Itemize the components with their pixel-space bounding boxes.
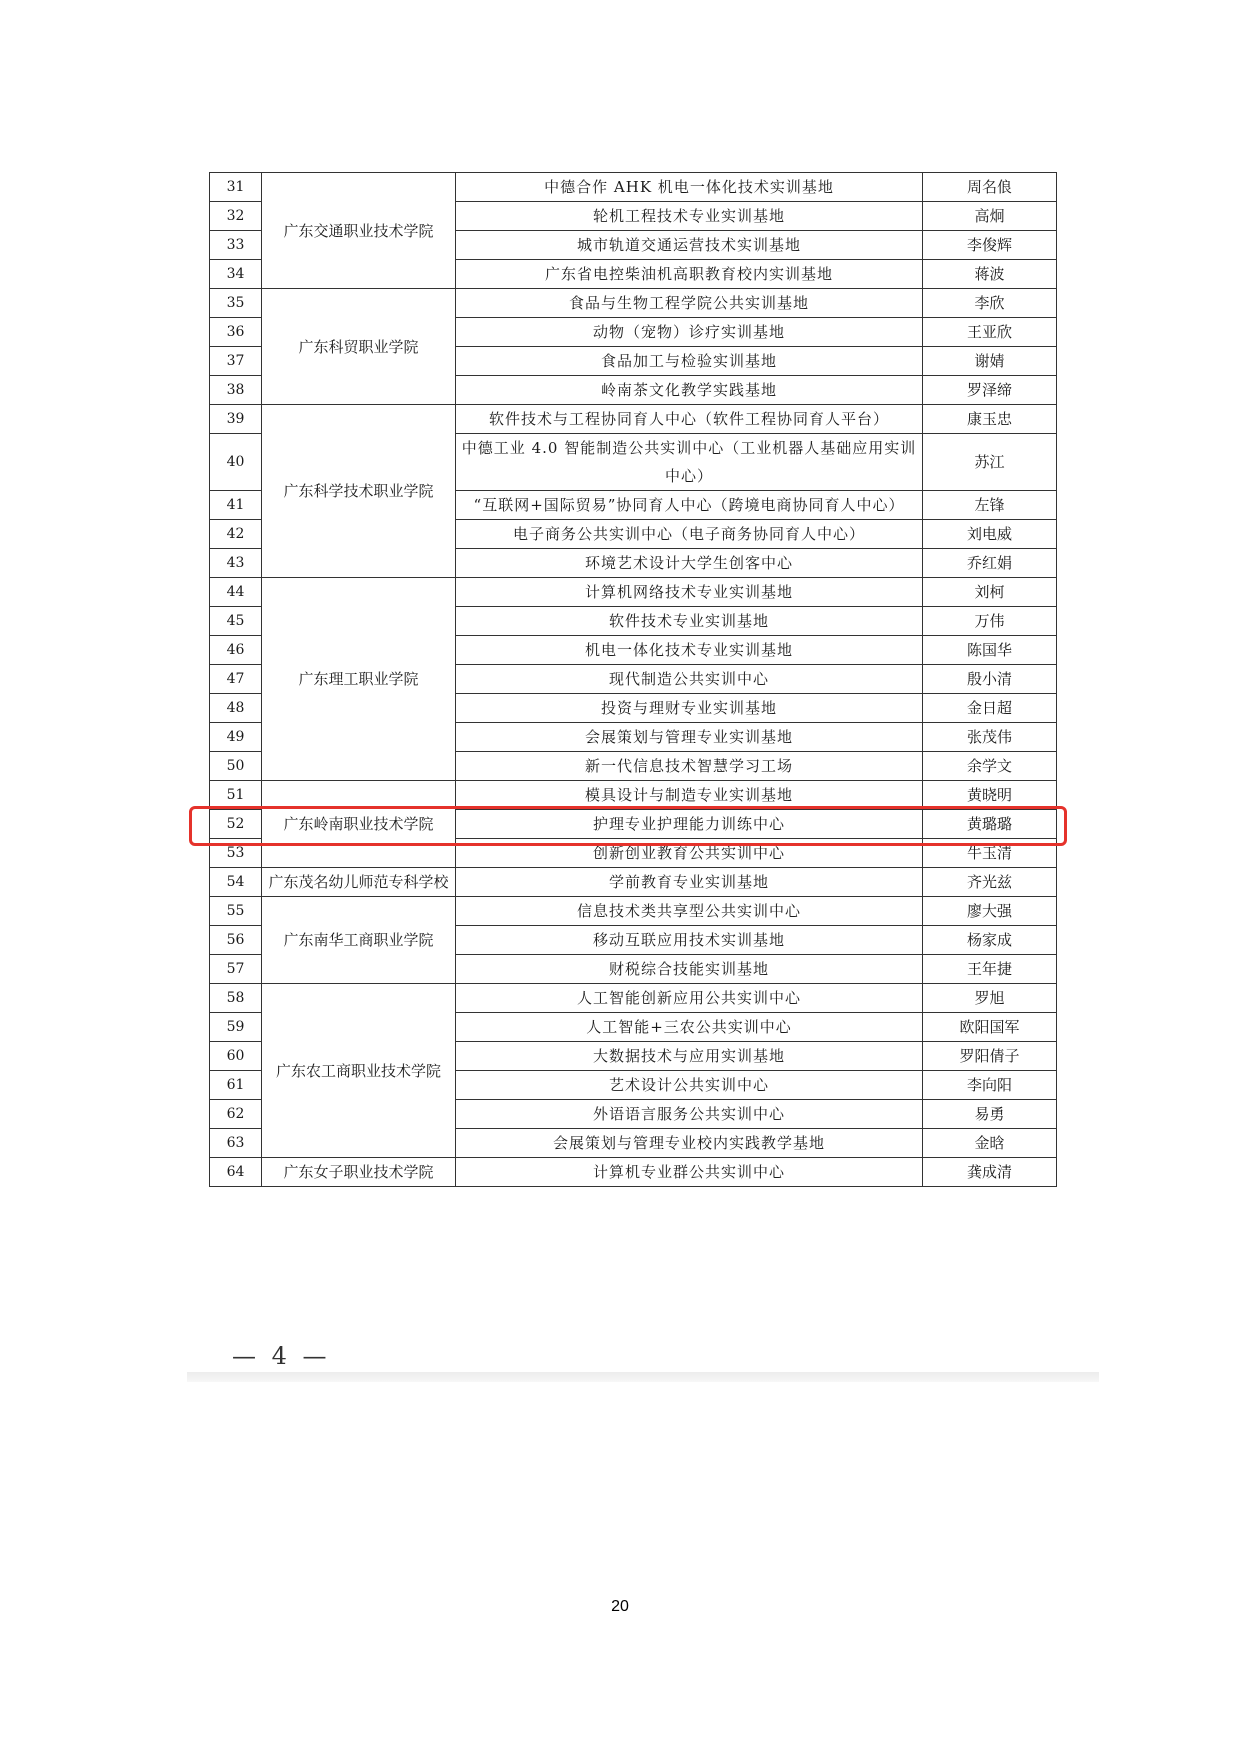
row-number: 52 bbox=[210, 810, 262, 839]
base-name: 计算机专业群公共实训中心 bbox=[456, 1158, 923, 1187]
row-number: 53 bbox=[210, 839, 262, 868]
row-number: 61 bbox=[210, 1071, 262, 1100]
row-number: 50 bbox=[210, 752, 262, 781]
base-name: 食品与生物工程学院公共实训基地 bbox=[456, 289, 923, 318]
base-name: 城市轨道交通运营技术实训基地 bbox=[456, 231, 923, 260]
person-in-charge: 万伟 bbox=[923, 607, 1057, 636]
row-number: 43 bbox=[210, 549, 262, 578]
row-number: 39 bbox=[210, 405, 262, 434]
base-name: 学前教育专业实训基地 bbox=[456, 868, 923, 897]
row-number: 64 bbox=[210, 1158, 262, 1187]
school-name: 广东科学技术职业学院 bbox=[262, 405, 456, 578]
base-name: 机电一体化技术专业实训基地 bbox=[456, 636, 923, 665]
person-in-charge: 易勇 bbox=[923, 1100, 1057, 1129]
training-base-table bbox=[209, 172, 1057, 1187]
base-name: 会展策划与管理专业校内实践教学基地 bbox=[456, 1129, 923, 1158]
person-in-charge: 金日超 bbox=[923, 694, 1057, 723]
school-name: 广东交通职业技术学院 bbox=[262, 173, 456, 289]
row-number: 44 bbox=[210, 578, 262, 607]
school-name: 广东科贸职业学院 bbox=[262, 289, 456, 405]
base-name: 动物（宠物）诊疗实训基地 bbox=[456, 318, 923, 347]
person-in-charge: 高炯 bbox=[923, 202, 1057, 231]
person-in-charge: 殷小清 bbox=[923, 665, 1057, 694]
base-name: 艺术设计公共实训中心 bbox=[456, 1071, 923, 1100]
base-name: 软件技术与工程协同育人中心（软件工程协同育人平台） bbox=[456, 405, 923, 434]
table-row bbox=[210, 1158, 1057, 1187]
school-name: 广东岭南职业技术学院 bbox=[262, 781, 456, 868]
row-number: 57 bbox=[210, 955, 262, 984]
person-in-charge: 蒋波 bbox=[923, 260, 1057, 289]
base-name: 电子商务公共实训中心（电子商务协同育人中心） bbox=[456, 520, 923, 549]
row-number: 51 bbox=[210, 781, 262, 810]
person-in-charge: 王亚欣 bbox=[923, 318, 1057, 347]
scan-edge bbox=[187, 1372, 1099, 1382]
person-in-charge: 李俊辉 bbox=[923, 231, 1057, 260]
base-name: 计算机网络技术专业实训基地 bbox=[456, 578, 923, 607]
table-row bbox=[210, 868, 1057, 897]
person-in-charge: 杨家成 bbox=[923, 926, 1057, 955]
person-in-charge: 牛玉清 bbox=[923, 839, 1057, 868]
person-in-charge: 龚成清 bbox=[923, 1158, 1057, 1187]
table-row bbox=[210, 897, 1057, 926]
row-number: 31 bbox=[210, 173, 262, 202]
row-number: 45 bbox=[210, 607, 262, 636]
school-name: 广东农工商职业技术学院 bbox=[262, 984, 456, 1158]
row-number: 35 bbox=[210, 289, 262, 318]
row-number: 42 bbox=[210, 520, 262, 549]
person-in-charge: 乔红娟 bbox=[923, 549, 1057, 578]
person-in-charge: 刘柯 bbox=[923, 578, 1057, 607]
base-name: 会展策划与管理专业实训基地 bbox=[456, 723, 923, 752]
table-row bbox=[210, 405, 1057, 434]
base-name: 轮机工程技术专业实训基地 bbox=[456, 202, 923, 231]
base-name: 信息技术类共享型公共实训中心 bbox=[456, 897, 923, 926]
person-in-charge: 王年捷 bbox=[923, 955, 1057, 984]
person-in-charge: 周名俍 bbox=[923, 173, 1057, 202]
person-in-charge: 黄璐璐 bbox=[923, 810, 1057, 839]
row-number: 46 bbox=[210, 636, 262, 665]
person-in-charge: 罗泽缔 bbox=[923, 376, 1057, 405]
base-name: 移动互联应用技术实训基地 bbox=[456, 926, 923, 955]
table-row bbox=[210, 578, 1057, 607]
base-name: 中德工业 4.0 智能制造公共实训中心（工业机器人基础应用实训中心） bbox=[456, 434, 923, 491]
person-in-charge: 康玉忠 bbox=[923, 405, 1057, 434]
person-in-charge: 陈国华 bbox=[923, 636, 1057, 665]
base-name: 投资与理财专业实训基地 bbox=[456, 694, 923, 723]
base-name: “互联网+国际贸易”协同育人中心（跨境电商协同育人中心） bbox=[456, 491, 923, 520]
row-number: 38 bbox=[210, 376, 262, 405]
school-name: 广东女子职业技术学院 bbox=[262, 1158, 456, 1187]
person-in-charge: 金晗 bbox=[923, 1129, 1057, 1158]
row-number: 63 bbox=[210, 1129, 262, 1158]
person-in-charge: 罗阳倩子 bbox=[923, 1042, 1057, 1071]
base-name: 人工智能+三农公共实训中心 bbox=[456, 1013, 923, 1042]
person-in-charge: 齐光兹 bbox=[923, 868, 1057, 897]
row-number: 54 bbox=[210, 868, 262, 897]
scan-page-number: — 4 — bbox=[232, 1342, 331, 1370]
base-name: 环境艺术设计大学生创客中心 bbox=[456, 549, 923, 578]
person-in-charge: 廖大强 bbox=[923, 897, 1057, 926]
row-number: 41 bbox=[210, 491, 262, 520]
row-number: 56 bbox=[210, 926, 262, 955]
person-in-charge: 黄晓明 bbox=[923, 781, 1057, 810]
row-number: 58 bbox=[210, 984, 262, 1013]
base-name: 财税综合技能实训基地 bbox=[456, 955, 923, 984]
pdf-page-number: 20 bbox=[611, 1598, 629, 1615]
base-name: 现代制造公共实训中心 bbox=[456, 665, 923, 694]
row-number: 49 bbox=[210, 723, 262, 752]
table-row bbox=[210, 173, 1057, 202]
person-in-charge: 苏江 bbox=[923, 434, 1057, 491]
row-number: 33 bbox=[210, 231, 262, 260]
red-highlight-box bbox=[189, 806, 1067, 846]
person-in-charge: 李向阳 bbox=[923, 1071, 1057, 1100]
row-number: 40 bbox=[210, 434, 262, 491]
base-name: 软件技术专业实训基地 bbox=[456, 607, 923, 636]
person-in-charge: 谢婧 bbox=[923, 347, 1057, 376]
base-name: 护理专业护理能力训练中心 bbox=[456, 810, 923, 839]
base-name: 食品加工与检验实训基地 bbox=[456, 347, 923, 376]
row-number: 62 bbox=[210, 1100, 262, 1129]
base-name: 创新创业教育公共实训中心 bbox=[456, 839, 923, 868]
school-name: 广东南华工商职业学院 bbox=[262, 897, 456, 984]
base-name: 外语语言服务公共实训中心 bbox=[456, 1100, 923, 1129]
person-in-charge: 欧阳国军 bbox=[923, 1013, 1057, 1042]
row-number: 55 bbox=[210, 897, 262, 926]
school-name: 广东理工职业学院 bbox=[262, 578, 456, 781]
base-name: 模具设计与制造专业实训基地 bbox=[456, 781, 923, 810]
base-name: 中德合作 AHK 机电一体化技术实训基地 bbox=[456, 173, 923, 202]
table-row bbox=[210, 289, 1057, 318]
row-number: 60 bbox=[210, 1042, 262, 1071]
row-number: 59 bbox=[210, 1013, 262, 1042]
person-in-charge: 李欣 bbox=[923, 289, 1057, 318]
person-in-charge: 左锋 bbox=[923, 491, 1057, 520]
person-in-charge: 张茂伟 bbox=[923, 723, 1057, 752]
row-number: 36 bbox=[210, 318, 262, 347]
table-row bbox=[210, 984, 1057, 1013]
base-name: 大数据技术与应用实训基地 bbox=[456, 1042, 923, 1071]
row-number: 37 bbox=[210, 347, 262, 376]
school-name: 广东茂名幼儿师范专科学校 bbox=[262, 868, 456, 897]
person-in-charge: 罗旭 bbox=[923, 984, 1057, 1013]
row-number: 47 bbox=[210, 665, 262, 694]
person-in-charge: 刘电威 bbox=[923, 520, 1057, 549]
base-name: 广东省电控柴油机高职教育校内实训基地 bbox=[456, 260, 923, 289]
person-in-charge: 余学文 bbox=[923, 752, 1057, 781]
row-number: 48 bbox=[210, 694, 262, 723]
base-name: 人工智能创新应用公共实训中心 bbox=[456, 984, 923, 1013]
base-name: 新一代信息技术智慧学习工场 bbox=[456, 752, 923, 781]
row-number: 32 bbox=[210, 202, 262, 231]
base-name: 岭南茶文化教学实践基地 bbox=[456, 376, 923, 405]
row-number: 34 bbox=[210, 260, 262, 289]
